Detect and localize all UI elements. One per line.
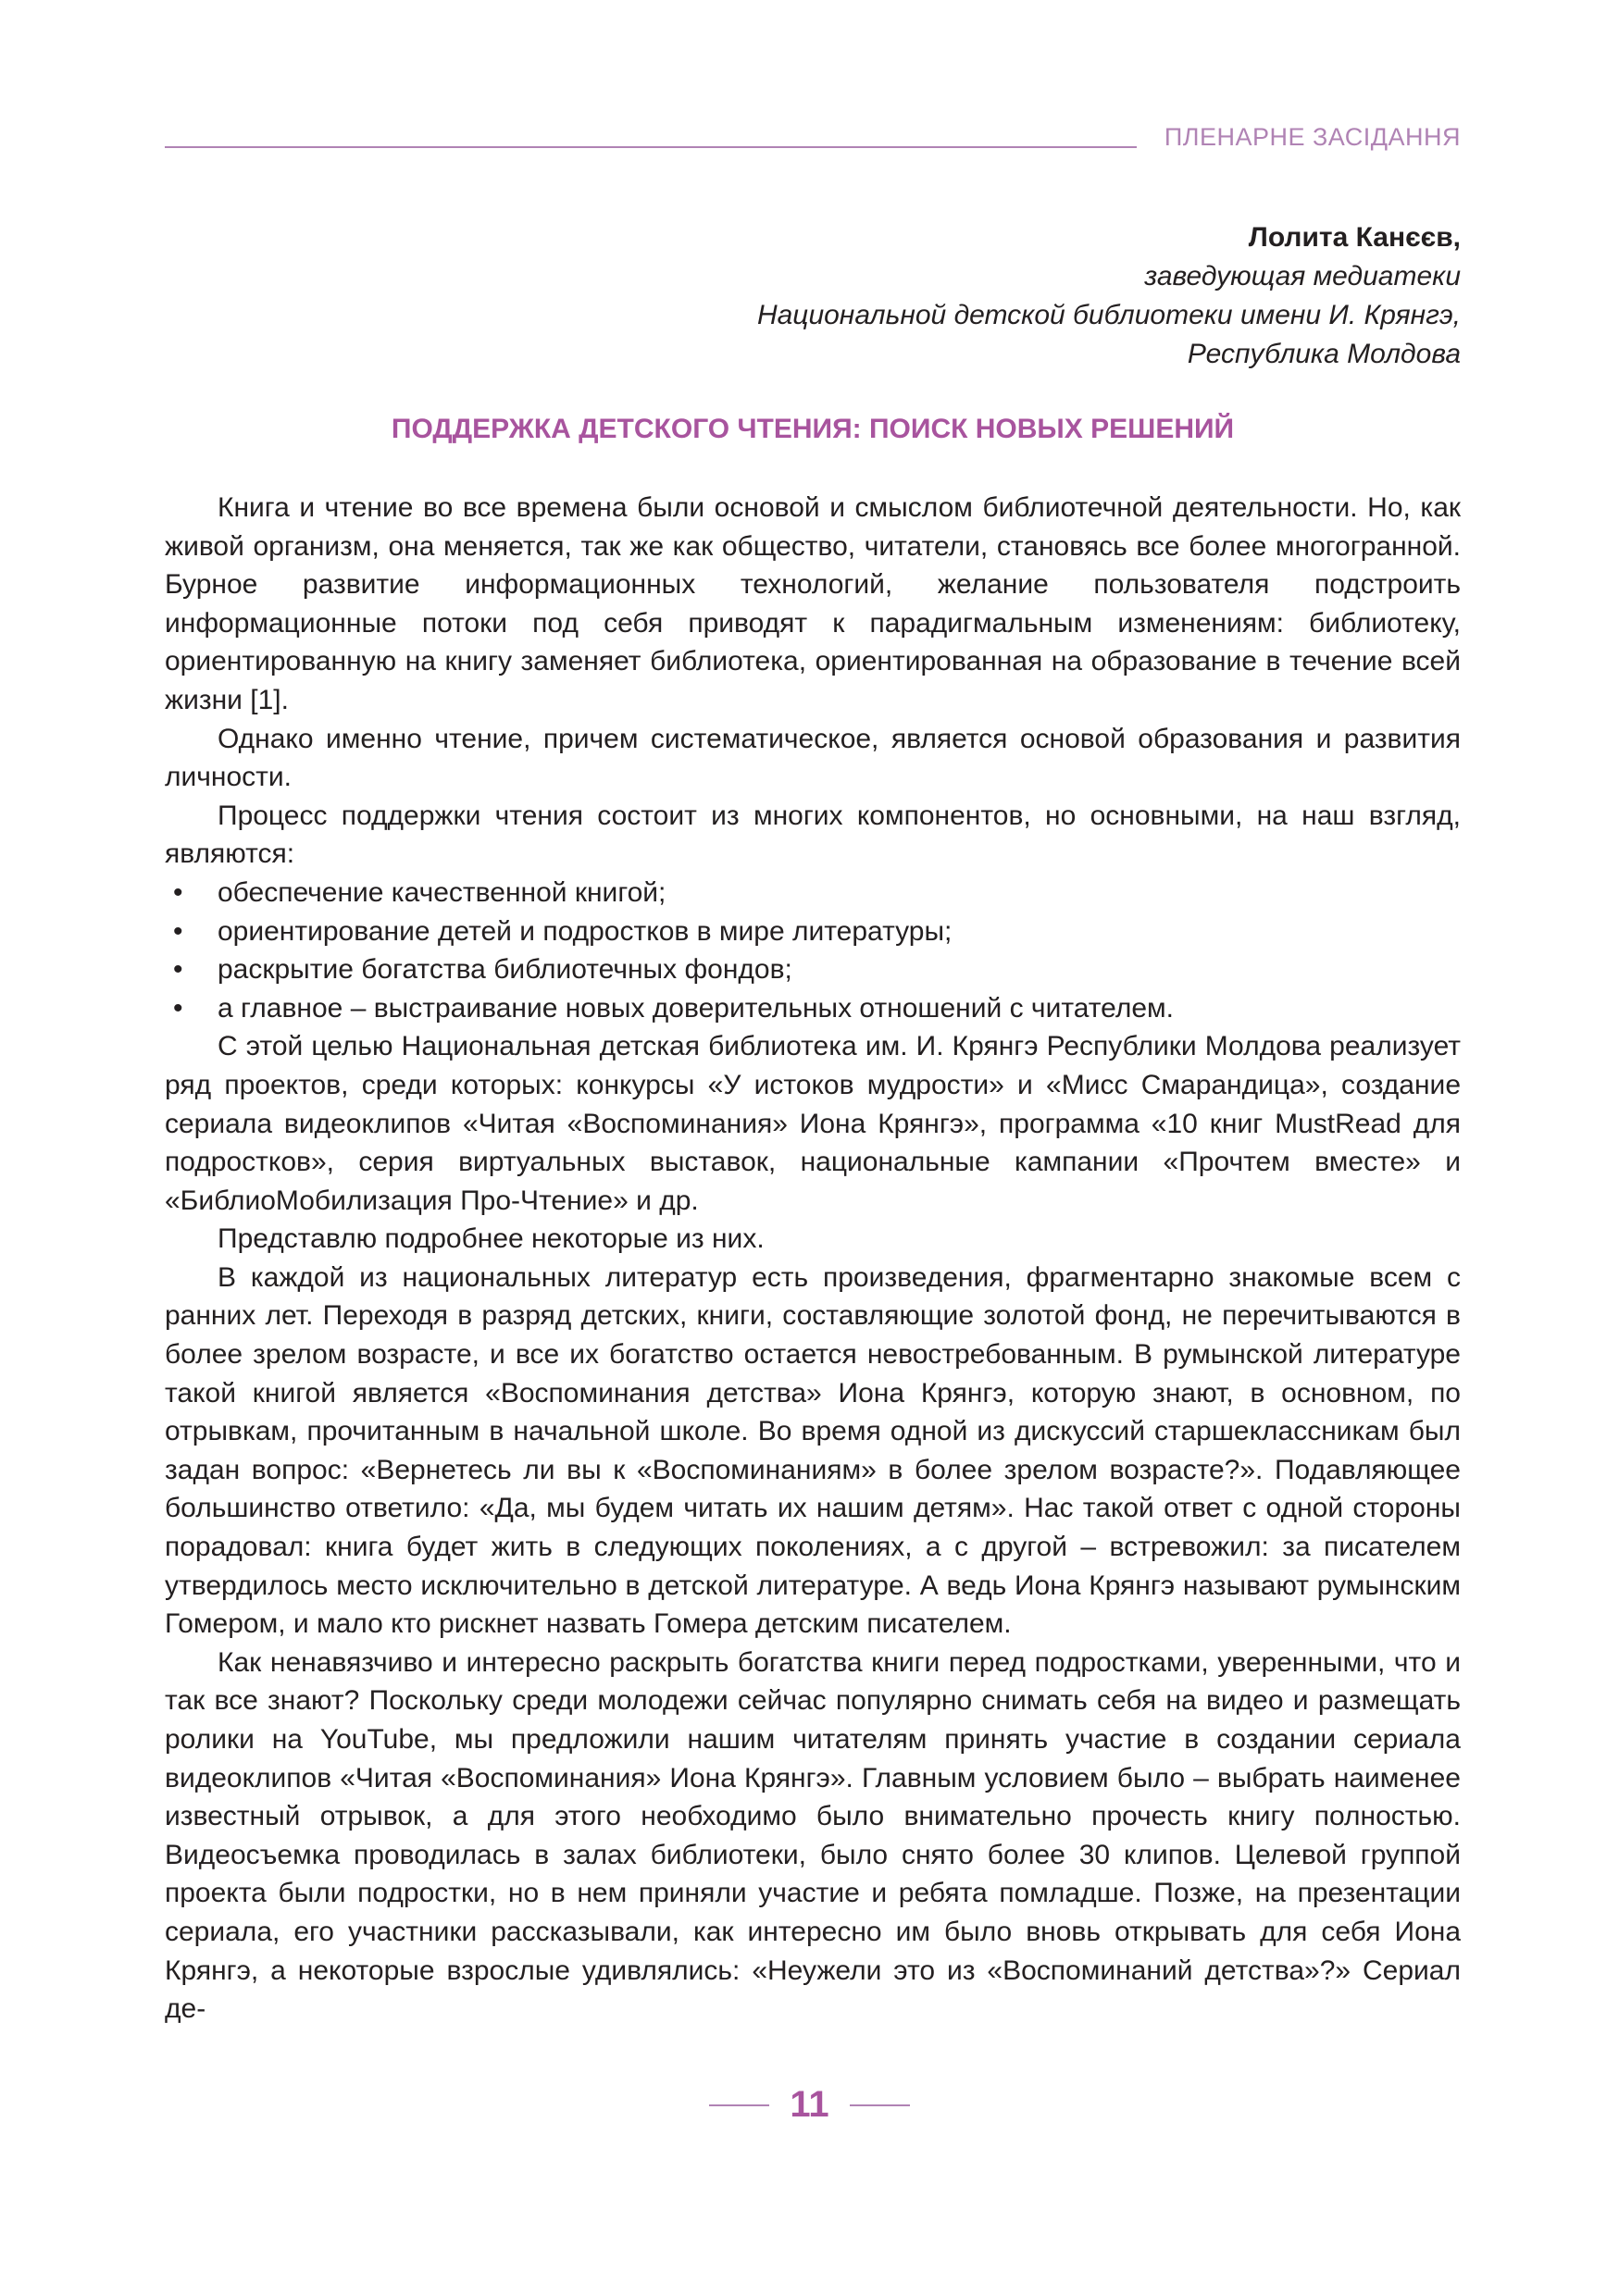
list-item [165, 950, 1461, 989]
paragraph: Книга и чтение во все времена были основой и смыслом библиотечной деятельности. Но, как живой организм, она меняется, так же как общество, читатели, становясь все более многогранной. Бурное развитие информационных технологий, желание пользователя подстроить информационные потоки под себя приводят к парадигмальным изменениям: библиотеку, ориентированную на книгу заменяет библиотека, ориентированная на образование в течение всей жизни [1]. [165, 492, 1461, 715]
page-number: 11 [790, 2084, 829, 2125]
paragraph: Процесс поддержки чтения состоит из многих компонентов, но основными, на наш взгляд, являются: [165, 800, 1461, 870]
header-rule [165, 146, 1137, 148]
article-body [165, 489, 1461, 2029]
paragraph: Как ненавязчиво и интересно раскрыть богатства книги перед подростками, уверенными, что и так все знают? Поскольку среди молодежи сейчас популярно снимать себя на видео и размещать ролики на YouTube, мы предложили нашим читателям принять участие в создании сериала видеоклипов «Читая «Воспоминания» Иона Крянгэ». Главным условием было – выбрать наименее известный отрывок, а для этого необходимо было внимательно прочесть книгу полностью. Видеосъемка проводилась в залах библиотеки, было снято более 30 клипов. Целевой группой проекта были подростки, но в нем приняли участие и ребята помладше. Позже, на презентации сериала, его участники рассказывали, как интересно им было вновь открывать для себя Иона Крянгэ, а некоторые взрослые удивлялись: «Неужели это из «Воспоминаний детства»?» Сериал де- [165, 1646, 1461, 2025]
paragraph: В каждой из национальных литератур есть произведения, фрагментарно знакомые всем с ранних лет. Переходя в разряд детских, книги, составляющие золотой фонд, не перечитываются в более зрелом возрасте, и все их богатство остается невостребованным. В румынской литературе такой книгой является «Воспоминания детства» Иона Крянгэ, которую знают, в основном, по отрывкам, прочитанным в начальной школе. Во время одной из дискуссий старшеклассникам был задан вопрос: «Вернетесь ли вы к «Воспоминаниям» в более зрелом возрасте?». Подавляющее большинство ответило: «Да, мы будем читать их нашим детям». Нас такой ответ с одной стороны порадовал: книга будет жить в следующих поколениях, а с другой – встревожил: за писателем утвердилось место исключительно в детской литературе. А ведь Иона Крянгэ называют румынским Гомером, и мало кто рискнет назвать Гомера детским писателем. [165, 1261, 1461, 1640]
bullet-icon: • [173, 954, 183, 986]
list-item-text: а главное – выстраивание новых доверительных отношений с читателем. [218, 992, 1174, 1024]
bullet-icon: • [173, 992, 183, 1024]
footer-rule-right [850, 2104, 910, 2106]
list-item [165, 874, 1461, 912]
footer-rule-left [709, 2104, 769, 2106]
paragraph: Однако именно чтение, причем систематическое, является основой образования и развития личности. [165, 723, 1461, 793]
paragraph: С этой целью Национальная детская библиотека им. И. Крянгэ Республики Молдова реализует ряд проектов, среди которых: конкурсы «У истоков мудрости» и «Мисс Смарандица», создание сериала видеоклипов «Читая «Воспоминания» Иона Крянгэ», программа «10 книг MustRead для подростков», серия виртуальных выставок, национальные кампании «Прочтем вместе» и «БиблиоМобилизация Про-Чтение» и др. [165, 1031, 1461, 1216]
author-position: заведующая медиатеки [1144, 261, 1461, 292]
list-item-text: обеспечение качественной книгой; [218, 876, 666, 908]
paragraph: Представлю подробнее некоторые из них. [218, 1223, 765, 1255]
author-organization: Национальной детской библиотеки имени И. Крянгэ, [756, 300, 1461, 330]
article-title: ПОДДЕРЖКА ДЕТСКОГО ЧТЕНИЯ: ПОИСК НОВЫХ РЕШЕНИЙ [391, 414, 1235, 444]
page-footer [0, 2084, 1619, 2126]
section-title: ПЛЕНАРНЕ ЗАСІДАННЯ [1164, 123, 1461, 151]
bullet-icon: • [173, 915, 183, 947]
list-item-text: ориентирование детей и подростков в мире литературы; [218, 915, 953, 947]
author-block [757, 218, 1461, 374]
bullet-list [165, 874, 1461, 1027]
author-country: Республика Молдова [1187, 339, 1461, 369]
list-item-text: раскрытие богатства библиотечных фондов; [218, 954, 792, 986]
list-item [165, 989, 1461, 1028]
bullet-icon: • [173, 876, 183, 908]
author-name: Лолита Канєєв, [1248, 222, 1461, 253]
list-item [165, 912, 1461, 951]
